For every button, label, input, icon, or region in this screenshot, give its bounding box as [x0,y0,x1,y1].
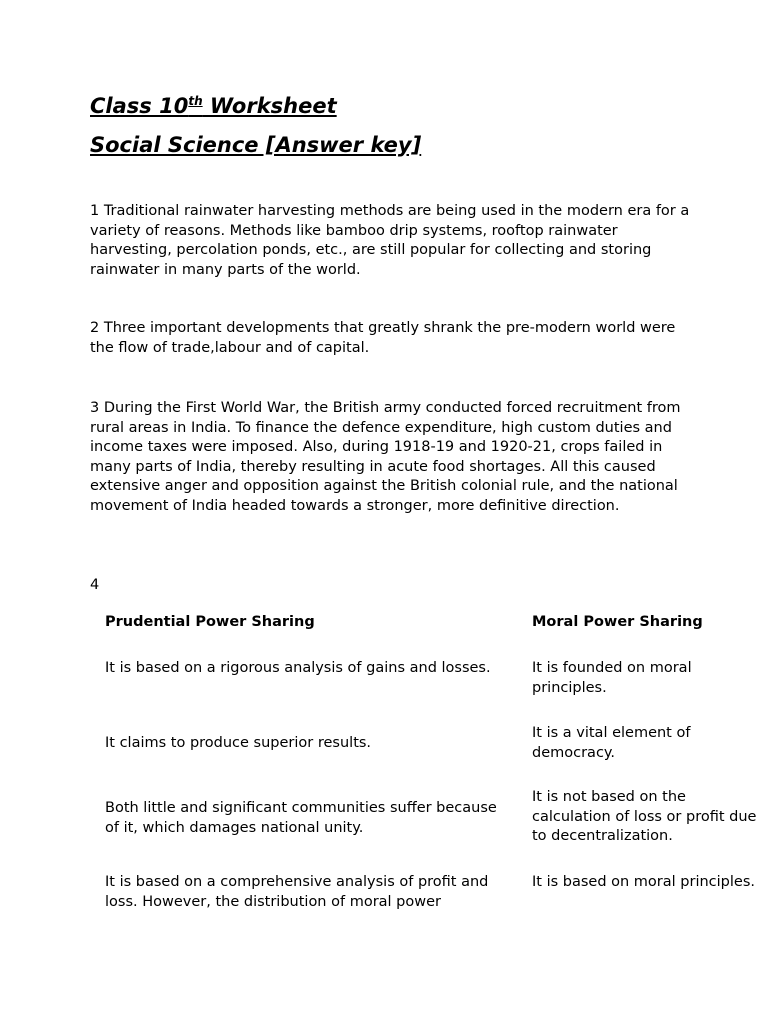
worksheet-subtitle: Social Science [Answer key] [90,133,422,157]
title-text: Class 10 [90,94,189,118]
table-header-moral: Moral Power Sharing [532,614,703,630]
table-cell-prudential-3: Both little and significant communities suffer because of it, which damages national unity. [105,800,497,836]
table-cell-moral-3: It is not based on the calculation of loss or profit due to decentralization. [532,789,757,844]
table-cell-prudential-2: It claims to produce superior results. [105,735,372,751]
table-header-prudential: Prudential Power Sharing [105,614,315,630]
table-cell-moral-2: It is a vital element of democracy. [532,725,691,761]
answer-3: 3 During the First World War, the British army conducted forced recruitment from rural areas in India. To finance the defence expenditure, high custom duties and income taxes were imposed. Also, during 1918-19 and 1920-21, crops failed in many parts of India, thereby resulting in acute food shortages. All this caused extensive anger and opposition against the British colonial rule, and the national movement of India headed towards a stronger, more definitive direction. [90,400,681,514]
table-cell-moral-1: It is founded on moral principles. [532,660,692,696]
title-suffix: Worksheet [202,94,337,118]
title-superscript: th [188,94,203,108]
worksheet-title [90,95,337,117]
answer-1: 1 Traditional rainwater harvesting methods are being used in the modern era for a variety of reasons. Methods like bamboo drip systems, rooftop rainwater harvesting, percolation ponds, etc., are still popular for collecting and storing rainwater in many parts of the world. [90,203,690,278]
table-cell-prudential-4: It is based on a comprehensive analysis of profit and loss. However, the distribution of moral power [105,874,489,910]
table-cell-prudential-1: It is based on a rigorous analysis of gains and losses. [105,660,491,676]
table-cell-moral-4: It is based on moral principles. [532,874,755,890]
question-4-number: 4 [90,577,100,593]
answer-2: 2 Three important developments that greatly shrank the pre-modern world were the flow of trade,labour and of capital. [90,320,676,356]
